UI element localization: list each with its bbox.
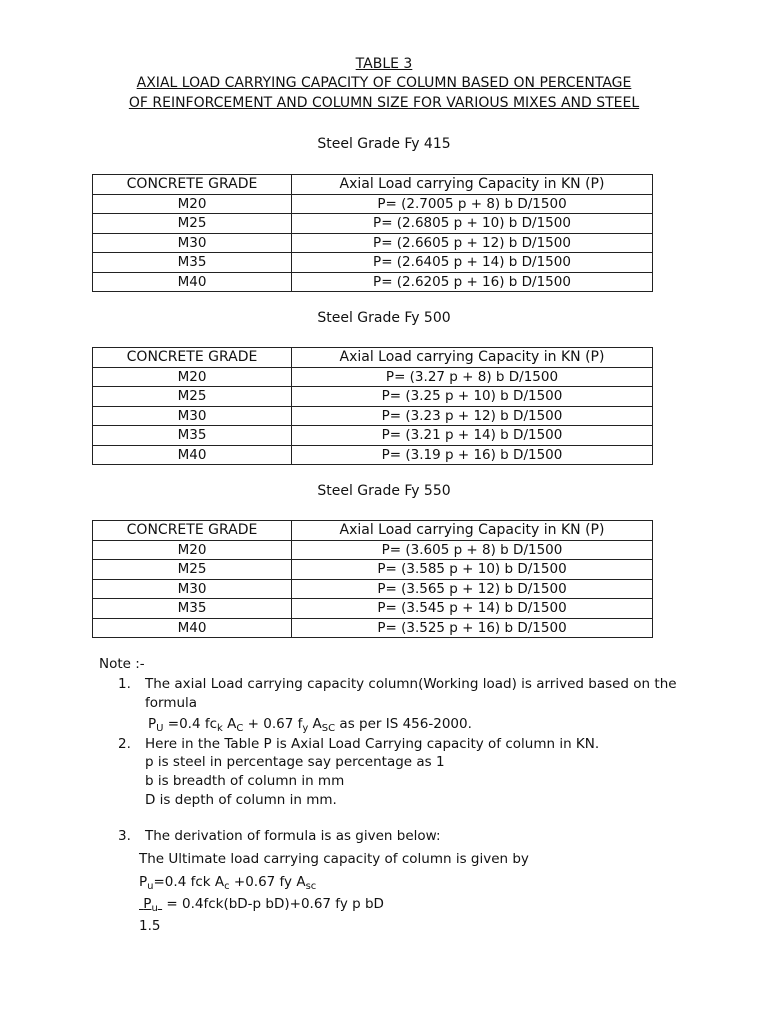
note-2-number: 2. (118, 736, 131, 752)
table-row (93, 599, 653, 619)
note-2-line-4: D is depth of column in mm. (145, 792, 337, 808)
formula-cell: P= (2.6605 p + 12) b D/1500 (292, 233, 653, 253)
grade-cell: M35 (93, 253, 292, 273)
note-heading: Note :- (99, 656, 145, 672)
note-2-line-1: Here in the Table P is Axial Load Carrying capacity of column in KN. (145, 736, 600, 752)
table-row (93, 253, 653, 273)
table-row (93, 406, 653, 426)
table-row (93, 579, 653, 599)
note-3-line-2: The Ultimate load carrying capacity of column is given by (139, 851, 529, 867)
grade-cell: M35 (93, 426, 292, 446)
capacity-table-fy550 (92, 520, 653, 638)
grade-cell: M20 (93, 194, 292, 214)
column-header-capacity: Axial Load carrying Capacity in KN (P) (292, 175, 653, 195)
grade-cell: M30 (93, 579, 292, 599)
note-1-line-1: The axial Load carrying capacity column(Working load) is arrived based on the (145, 676, 677, 692)
table-row (93, 540, 653, 560)
table-title-line-2: OF REINFORCEMENT AND COLUMN SIZE FOR VARIOUS MIXES AND STEEL (128, 95, 640, 111)
formula-cell: P= (2.7005 p + 8) b D/1500 (292, 194, 653, 214)
table-row (93, 445, 653, 465)
table-header-row (93, 348, 653, 368)
note-1-number: 1. (118, 676, 131, 692)
column-header-concrete-grade: CONCRETE GRADE (93, 175, 292, 195)
capacity-table-fy415 (92, 174, 653, 292)
formula-cell: P= (3.525 p + 16) b D/1500 (292, 618, 653, 638)
note-3-formula-1: $P_u=0.4$ fck $A_c +0.67$ fy $A_{sc}$ (139, 874, 317, 892)
grade-cell: M25 (93, 214, 292, 234)
column-header-capacity: Axial Load carrying Capacity in KN (P) (292, 521, 653, 541)
grade-cell: M25 (93, 560, 292, 580)
grade-cell: M30 (93, 233, 292, 253)
formula-cell: P= (3.25 p + 10) b D/1500 (292, 387, 653, 407)
formula-cell: P= (3.605 p + 8) b D/1500 (292, 540, 653, 560)
steel-grade-title-550: Steel Grade Fy 550 (317, 483, 451, 499)
column-header-concrete-grade: CONCRETE GRADE (93, 521, 292, 541)
formula-cell: P= (2.6805 p + 10) b D/1500 (292, 214, 653, 234)
note-3-formula-denominator: 1.5 (139, 918, 161, 934)
grade-cell: M20 (93, 540, 292, 560)
table-row (93, 272, 653, 292)
note-1-formula: $P_U =0.4$ $fc_k$ $A_C + 0.67$ $f_y$ $A_{SC}$ as per IS 456-2000. (148, 716, 472, 734)
table-title-line-1: AXIAL LOAD CARRYING CAPACITY OF COLUMN BASED ON PERCENTAGE (136, 75, 632, 91)
table-row (93, 560, 653, 580)
table-header-row (93, 521, 653, 541)
note-2-line-3: b is breadth of column in mm (145, 773, 345, 789)
column-header-concrete-grade: CONCRETE GRADE (93, 348, 292, 368)
grade-cell: M25 (93, 387, 292, 407)
table-row (93, 194, 653, 214)
grade-cell: M30 (93, 406, 292, 426)
formula-cell: P= (2.6405 p + 14) b D/1500 (292, 253, 653, 273)
grade-cell: M20 (93, 367, 292, 387)
steel-grade-title-500: Steel Grade Fy 500 (317, 310, 451, 326)
table-row (93, 367, 653, 387)
note-3-number: 3. (118, 828, 131, 844)
table-row (93, 618, 653, 638)
table-header-row (93, 175, 653, 195)
grade-cell: M35 (93, 599, 292, 619)
grade-cell: M40 (93, 618, 292, 638)
table-row (93, 233, 653, 253)
formula-cell: P= (3.27 p + 8) b D/1500 (292, 367, 653, 387)
formula-cell: P= (2.6205 p + 16) b D/1500 (292, 272, 653, 292)
table-row (93, 214, 653, 234)
table-row (93, 387, 653, 407)
note-1-line-2: formula (145, 695, 198, 711)
capacity-table-fy500 (92, 347, 653, 465)
formula-cell: P= (3.19 p + 16) b D/1500 (292, 445, 653, 465)
formula-cell: P= (3.23 p + 12) b D/1500 (292, 406, 653, 426)
table-number: TABLE 3 (355, 56, 413, 72)
formula-cell: P= (3.21 p + 14) b D/1500 (292, 426, 653, 446)
grade-cell: M40 (93, 445, 292, 465)
note-2-line-2: p is steel in percentage say percentage as 1 (145, 754, 445, 770)
grade-cell: M40 (93, 272, 292, 292)
steel-grade-title-415: Steel Grade Fy 415 (317, 136, 451, 152)
column-header-capacity: Axial Load carrying Capacity in KN (P) (292, 348, 653, 368)
note-3-line-1: The derivation of formula is as given below: (145, 828, 441, 844)
formula-cell: P= (3.585 p + 10) b D/1500 (292, 560, 653, 580)
table-row (93, 426, 653, 446)
formula-cell: P= (3.545 p + 14) b D/1500 (292, 599, 653, 619)
note-3-formula-2: $P_u = 0.4fck(bD-p$ bD)+0.67 fy p bD (143, 896, 384, 914)
formula-cell: P= (3.565 p + 12) b D/1500 (292, 579, 653, 599)
